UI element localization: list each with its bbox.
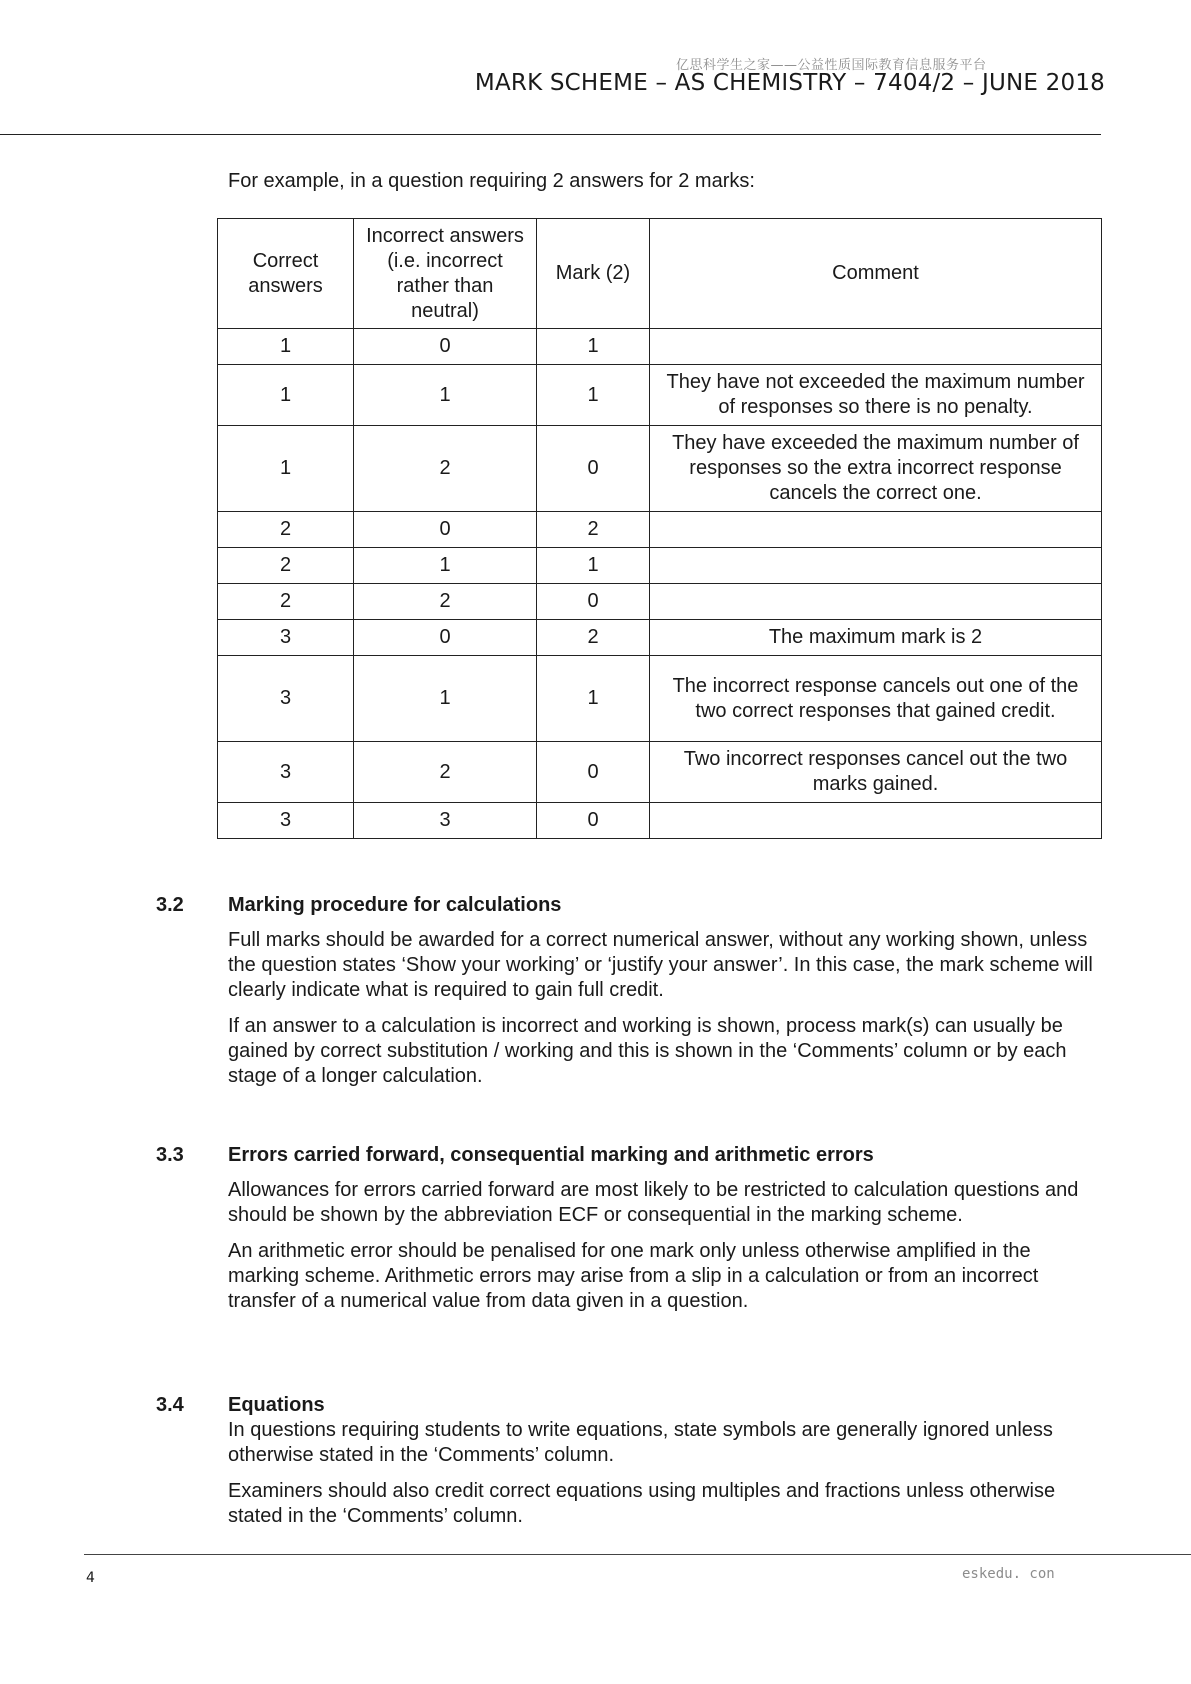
cell-incorrect: 0 [354, 512, 537, 548]
section-3-4 [156, 1393, 1096, 1540]
section-3-3 [156, 1143, 1096, 1325]
cell-incorrect: 2 [354, 426, 537, 512]
section-title: Equations [228, 1394, 325, 1416]
table-row [218, 512, 1102, 548]
cell-mark: 0 [537, 584, 650, 620]
header-incorrect-answers: Incorrect answers (i.e. incorrect rather than neutral) [354, 219, 537, 329]
cell-incorrect: 0 [354, 329, 537, 365]
cell-mark: 0 [537, 803, 650, 839]
cell-incorrect: 1 [354, 365, 537, 426]
cell-comment [650, 548, 1102, 584]
table-row [218, 584, 1102, 620]
cell-mark: 2 [537, 620, 650, 656]
table-header-row [218, 219, 1102, 329]
cell-mark: 0 [537, 426, 650, 512]
cell-mark: 1 [537, 656, 650, 742]
table-row [218, 656, 1102, 742]
cell-correct: 2 [218, 512, 354, 548]
section-title: Marking procedure for calculations [228, 894, 562, 916]
header-watermark: 亿思科学生之家——公益性质国际教育信息服务平台 [676, 58, 987, 73]
page-header-title: MARK SCHEME – AS CHEMISTRY – 7404/2 – JUNE 2018 [474, 70, 1105, 96]
cell-incorrect: 1 [354, 656, 537, 742]
cell-comment: They have exceeded the maximum number of responses so the extra incorrect response cancels the correct one. [650, 426, 1102, 512]
section-3-2 [156, 893, 1096, 1100]
cell-correct: 3 [218, 656, 354, 742]
footer-divider [84, 1554, 1191, 1555]
page-number: 4 [86, 1570, 95, 1586]
cell-comment: They have not exceeded the maximum number of responses so there is no penalty. [650, 365, 1102, 426]
section-paragraph: Full marks should be awarded for a correct numerical answer, without any working shown, unless the question states ‘Show your working’ or ‘justify your answer’. In this case, the mark scheme will clearly indicate what is required to gain full credit. [228, 929, 1093, 1001]
header-correct-answers: Correct answers [218, 219, 354, 329]
table-row [218, 365, 1102, 426]
cell-correct: 1 [218, 329, 354, 365]
table-row [218, 548, 1102, 584]
table-row [218, 742, 1102, 803]
header-divider [0, 134, 1101, 135]
section-paragraph: An arithmetic error should be penalised for one mark only unless otherwise amplified in the marking scheme. Arithmetic errors may arise from a slip in a calculation or from an incorrect transfer of a numerical value from data given in a question. [228, 1240, 1039, 1312]
table-row [218, 329, 1102, 365]
cell-incorrect: 2 [354, 584, 537, 620]
cell-correct: 1 [218, 365, 354, 426]
cell-correct: 1 [218, 426, 354, 512]
cell-correct: 2 [218, 548, 354, 584]
section-number: 3.2 [156, 894, 184, 916]
cell-comment [650, 329, 1102, 365]
section-title: Errors carried forward, consequential marking and arithmetic errors [228, 1144, 874, 1166]
cell-comment: The maximum mark is 2 [650, 620, 1102, 656]
section-paragraph: Examiners should also credit correct equations using multiples and fractions unless otherwise stated in the ‘Comments’ column. [228, 1480, 1056, 1527]
footer-watermark: eskedu. con [962, 1566, 1055, 1582]
cell-incorrect: 1 [354, 548, 537, 584]
section-paragraph: Allowances for errors carried forward are most likely to be restricted to calculation questions and should be shown by the abbreviation ECF or consequential in the marking scheme. [228, 1179, 1079, 1226]
cell-correct: 3 [218, 803, 354, 839]
cell-incorrect: 2 [354, 742, 537, 803]
cell-correct: 3 [218, 742, 354, 803]
cell-comment [650, 584, 1102, 620]
section-paragraph: If an answer to a calculation is incorrect and working is shown, process mark(s) can usually be gained by correct substitution / working and this is shown in the ‘Comments’ column or by each stage of a longer calculation. [228, 1015, 1067, 1087]
section-paragraph: In questions requiring students to write equations, state symbols are generally ignored unless otherwise stated in the ‘Comments’ column. [228, 1419, 1053, 1466]
cell-correct: 3 [218, 620, 354, 656]
marking-example-table [217, 218, 1102, 839]
header-mark: Mark (2) [537, 219, 650, 329]
cell-correct: 2 [218, 584, 354, 620]
table-row [218, 803, 1102, 839]
intro-text: For example, in a question requiring 2 answers for 2 marks: [228, 170, 755, 192]
cell-comment: Two incorrect responses cancel out the two marks gained. [650, 742, 1102, 803]
cell-comment [650, 803, 1102, 839]
section-number: 3.4 [156, 1394, 184, 1416]
cell-mark: 2 [537, 512, 650, 548]
cell-mark: 1 [537, 365, 650, 426]
cell-incorrect: 3 [354, 803, 537, 839]
cell-mark: 1 [537, 329, 650, 365]
table-row [218, 426, 1102, 512]
header-comment: Comment [650, 219, 1102, 329]
cell-mark: 1 [537, 548, 650, 584]
cell-incorrect: 0 [354, 620, 537, 656]
cell-mark: 0 [537, 742, 650, 803]
table-row [218, 620, 1102, 656]
section-number: 3.3 [156, 1144, 184, 1166]
cell-comment [650, 512, 1102, 548]
cell-comment: The incorrect response cancels out one of the two correct responses that gained credit. [650, 656, 1102, 742]
